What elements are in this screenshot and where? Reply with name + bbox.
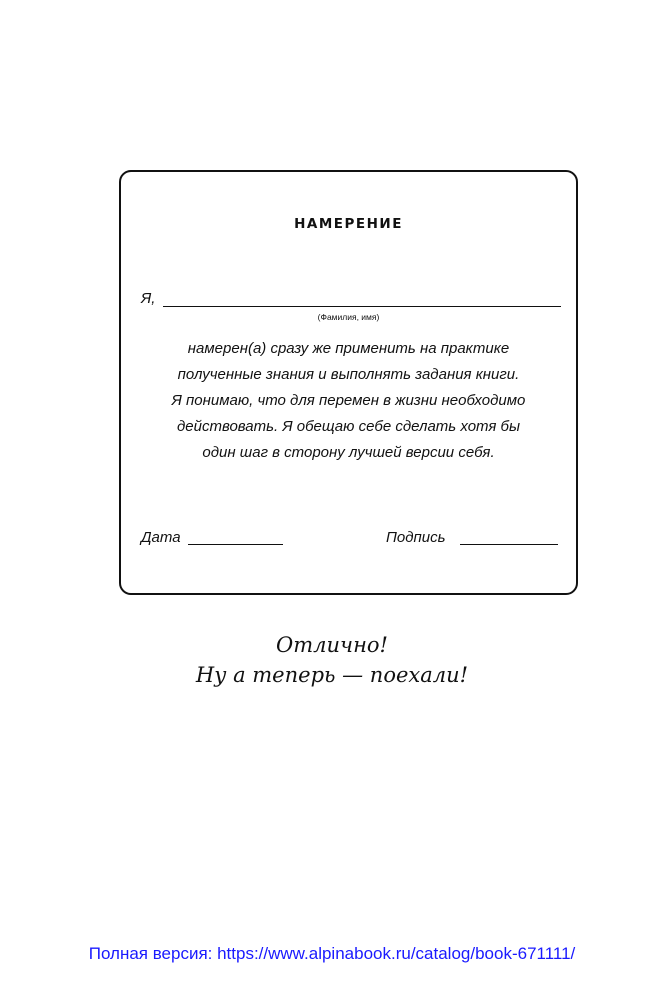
signature-label: Подпись [386,529,446,546]
closing-text [0,630,664,690]
date-blank-line[interactable] [188,544,283,545]
intention-line: намерен(а) сразу же применить на практике [187,340,510,357]
signature-blank-line[interactable] [460,544,558,545]
full-version-link[interactable]: Полная версия: https://www.alpinabook.ru/catalog/book-671111/ [88,944,576,963]
card-title: НАМЕРЕНИЕ [294,216,403,232]
date-label: Дата [141,529,181,546]
intention-card [119,170,578,595]
name-blank-line[interactable] [163,306,561,307]
name-field-row [141,290,561,310]
closing-line-1: Отлично! [275,633,388,657]
intention-line: действовать. Я обещаю себе сделать хотя бы [176,418,521,435]
intention-line: один шаг в сторону лучшей версии себя. [202,444,495,461]
name-hint: (Фамилия, имя) [317,312,380,322]
signature-field-row [386,529,558,549]
name-prefix: Я, [141,290,156,307]
intention-line: полученные знания и выполнять задания книги. [177,366,520,383]
date-field-row [141,529,283,549]
closing-line-2: Ну а теперь — поехали! [195,663,469,687]
intention-line: Я понимаю, что для перемен в жизни необходимо [171,392,526,409]
intention-text [121,336,576,466]
